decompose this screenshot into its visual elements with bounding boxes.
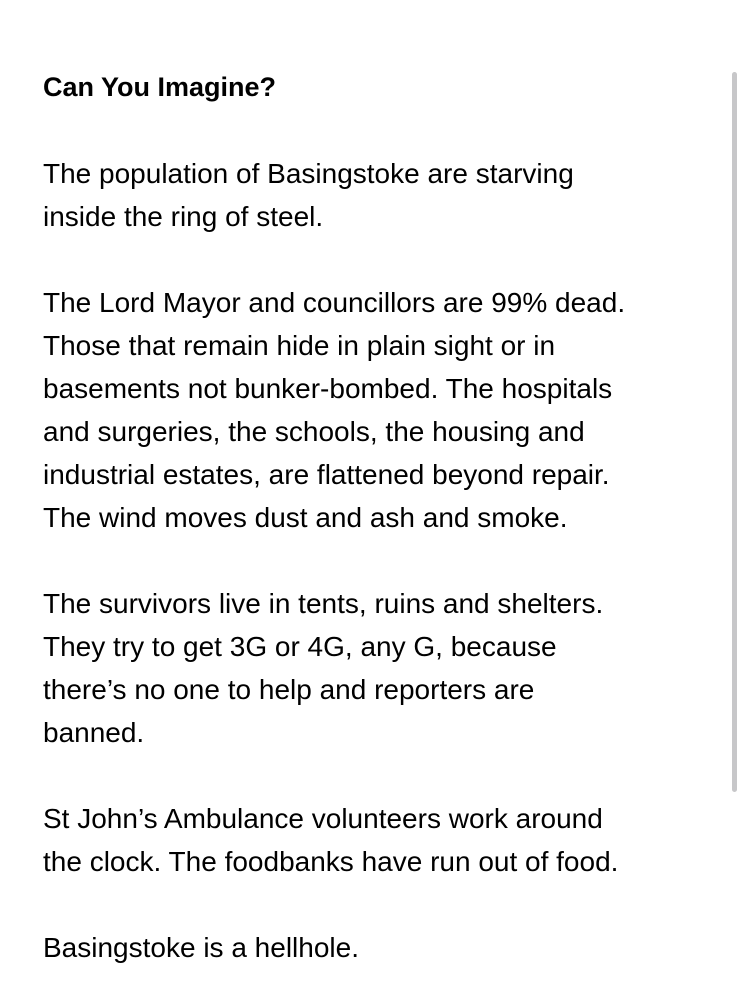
text-line: Those that remain hide in plain sight or in xyxy=(43,330,556,361)
text-line: banned. xyxy=(43,717,145,748)
text-line: the clock. The foodbanks have run out of food. xyxy=(43,846,619,877)
text-line: The Lord Mayor and councillors are 99% dead. xyxy=(43,287,626,318)
text-line: industrial estates, are flattened beyond repair. xyxy=(43,459,610,490)
text-line: They try to get 3G or 4G, any G, because xyxy=(43,631,557,662)
text-line: The population of Basingstoke are starving xyxy=(43,158,574,189)
text-line: basements not bunker-bombed. The hospitals xyxy=(43,373,613,404)
text-line: inside the ring of steel. xyxy=(43,201,324,232)
paragraph-destruction xyxy=(43,281,703,539)
text-line: Basingstoke is a hellhole. xyxy=(43,932,359,963)
note-content xyxy=(43,66,703,969)
text-line: there’s no one to help and reporters are xyxy=(43,674,535,705)
text-line: and surgeries, the schools, the housing and xyxy=(43,416,585,447)
scrollbar[interactable] xyxy=(732,72,737,792)
paragraph-hellhole xyxy=(43,926,703,969)
text-line: The survivors live in tents, ruins and shelters. xyxy=(43,588,604,619)
paragraph-survivors xyxy=(43,582,703,754)
paragraph-starving xyxy=(43,152,703,238)
text-line: St John’s Ambulance volunteers work around xyxy=(43,803,603,834)
text-line: The wind moves dust and ash and smoke. xyxy=(43,502,568,533)
note-title: Can You Imagine? xyxy=(43,72,277,102)
paragraph-volunteers xyxy=(43,797,703,883)
